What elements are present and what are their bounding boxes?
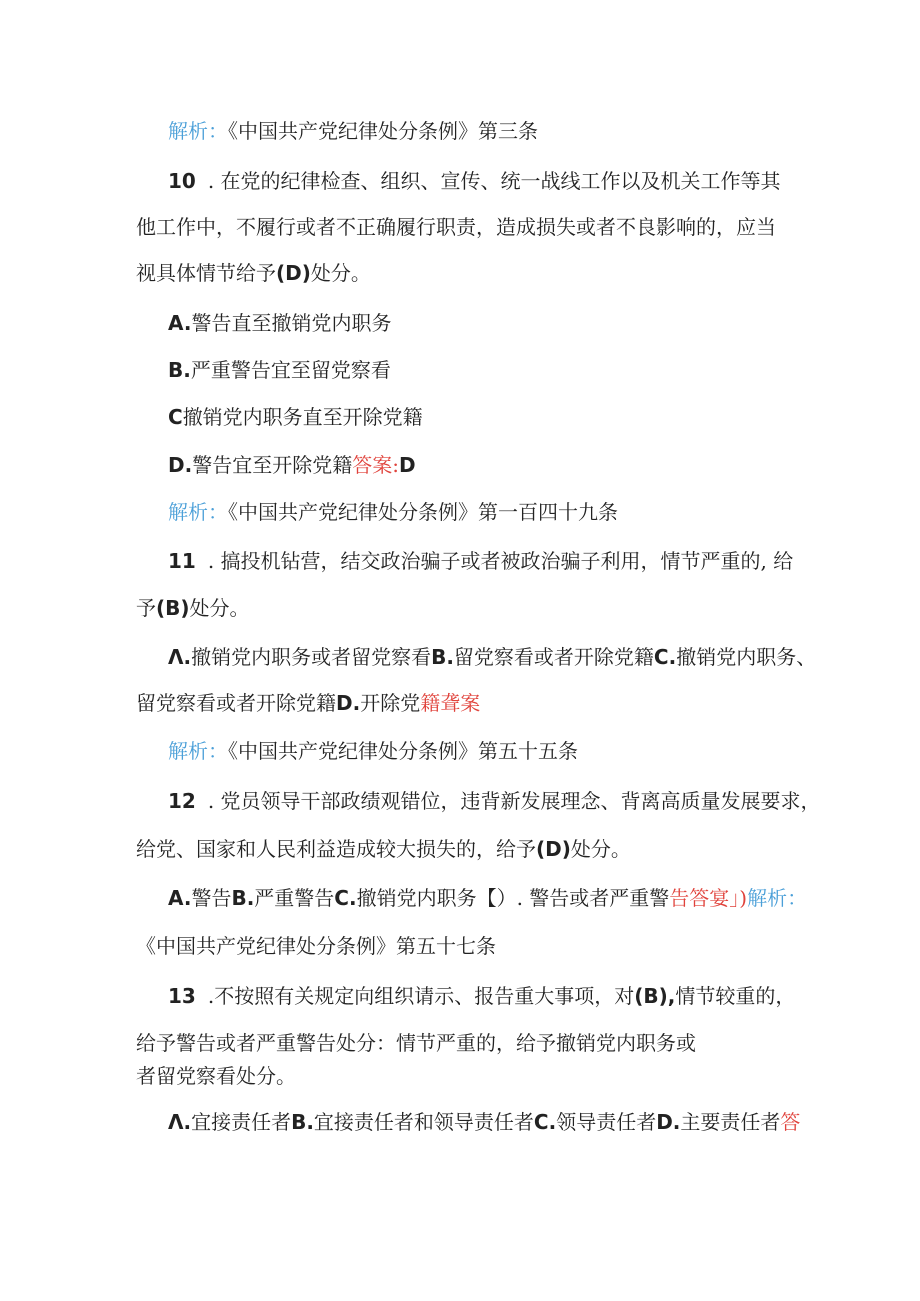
option-letter: B. xyxy=(231,886,255,910)
options-line xyxy=(168,644,816,670)
analysis-label: 解析： xyxy=(168,500,228,524)
question-text: 处分。 xyxy=(310,261,371,285)
question-text: 他工作中，不履行或者不正确履行职责，造成损失或者不良影响的，应当 xyxy=(136,215,776,239)
option-text: 警告直至撤销党内职务 xyxy=(191,311,392,335)
question-10-line-2 xyxy=(136,214,776,240)
option-text: 警告宜至开除党籍 xyxy=(192,453,353,477)
analysis-text: 《中国共产党纪律处分条例》第一百四十九条 xyxy=(228,500,618,524)
options-line-2 xyxy=(136,690,480,716)
question-text: 处分。 xyxy=(570,837,631,861)
option-letter: C. xyxy=(533,1110,557,1134)
option-text: 开除党 xyxy=(360,691,421,715)
question-text: . 党员领导干部政绩观错位，违背新发展理念、背离高质量发展要求， xyxy=(207,789,821,813)
analysis-text: 《中国共产党纪律处分条例》第五十七条 xyxy=(136,934,496,958)
answer-value: D xyxy=(398,453,416,477)
analysis-text: 《中国共产党纪律处分条例》第三条 xyxy=(228,119,538,143)
option-letter: D. xyxy=(656,1110,681,1134)
option-text: 留党察看或者开除党籍 xyxy=(453,645,654,669)
question-number: 12 xyxy=(168,789,196,813)
option-letter: C xyxy=(168,405,183,429)
option-letter: D. xyxy=(336,691,361,715)
analysis-label: 解析： xyxy=(168,739,228,763)
option-text: 撤销党内职务或者留党察看 xyxy=(191,645,432,669)
answer-label: 答案: xyxy=(352,453,399,477)
answer-placeholder: (B) xyxy=(156,596,190,620)
option-text: 严重警告 xyxy=(254,886,335,910)
question-text: 给予警告或者严重警告处分：情节严重的，给予撤销党内职务或 xyxy=(136,1031,696,1055)
question-11-line-1 xyxy=(168,548,793,574)
question-text: 视具体情节给予 xyxy=(136,261,276,285)
option-text: 领导责任者 xyxy=(556,1110,657,1134)
question-number: 13 xyxy=(168,984,196,1008)
option-letter: D. xyxy=(168,453,193,477)
option-text: 撤销党内职务直至开除党籍 xyxy=(182,405,423,429)
option-text: 主要责任者 xyxy=(680,1110,781,1134)
question-text: 情节较重的， xyxy=(675,984,796,1008)
analysis-line xyxy=(168,738,578,764)
options-line xyxy=(168,885,807,911)
answer-fragment: 告答宴」) xyxy=(669,886,748,910)
option-text: 撤销党内职务【）. 警告或者严重警 xyxy=(356,886,670,910)
option-letter: C. xyxy=(653,645,677,669)
question-number: 11 xyxy=(168,549,196,573)
question-12-line-1 xyxy=(168,788,821,814)
analysis-line xyxy=(168,118,538,144)
analysis-label: 解析： xyxy=(747,886,808,910)
question-10-line-3 xyxy=(136,260,371,286)
analysis-label: 解析： xyxy=(168,119,228,143)
option-text: 撤销党内职务、 xyxy=(676,645,817,669)
options-line xyxy=(168,1109,800,1135)
answer-placeholder: (B), xyxy=(634,984,676,1008)
question-11-line-2 xyxy=(136,595,250,621)
question-text: . 搞投机钻营，结交政治骗子或者被政治骗子利用，情节严重的, 给 xyxy=(207,549,794,573)
option-text: 宜接责任者和领导责任者 xyxy=(313,1110,534,1134)
question-13-line-3 xyxy=(136,1063,296,1089)
analysis-line xyxy=(168,499,618,525)
option-letter: A. xyxy=(168,311,192,335)
question-13-line-1 xyxy=(168,983,795,1009)
question-text: .不按照有关规定向组织请示、报告重大事项，对 xyxy=(207,984,635,1008)
question-text: 给党、国家和人民利益造成较大损失的，给予 xyxy=(136,837,536,861)
question-number: 10 xyxy=(168,169,196,193)
option-text: 留党察看或者开除党籍 xyxy=(136,691,336,715)
analysis-text: 《中国共产党纪律处分条例》第五十五条 xyxy=(228,739,578,763)
analysis-line xyxy=(136,933,496,959)
option-letter: A. xyxy=(168,886,192,910)
question-12-line-2 xyxy=(136,836,631,862)
answer-placeholder: (D) xyxy=(276,261,311,285)
answer-fragment: 籍聋案 xyxy=(420,691,481,715)
option-text: 警告 xyxy=(191,886,232,910)
question-10-line-1 xyxy=(168,168,781,194)
option-c xyxy=(168,404,423,430)
option-letter: C. xyxy=(334,886,357,910)
option-letter: Λ. xyxy=(168,1110,192,1134)
option-letter: B. xyxy=(431,645,454,669)
question-text: . 在党的纪律检查、组织、宣传、统一战线工作以及机关工作等其 xyxy=(207,169,781,193)
option-letter: B. xyxy=(168,358,191,382)
option-b xyxy=(168,357,391,383)
question-13-line-2 xyxy=(136,1030,696,1056)
question-text: 处分。 xyxy=(189,596,250,620)
option-text: 宜接责任者 xyxy=(191,1110,292,1134)
answer-fragment: 答 xyxy=(780,1110,801,1134)
question-text: 者留党察看处分。 xyxy=(136,1064,296,1088)
option-a xyxy=(168,310,391,336)
option-d xyxy=(168,452,416,478)
option-letter: Λ. xyxy=(168,645,192,669)
option-letter: B. xyxy=(291,1110,314,1134)
answer-placeholder: (D) xyxy=(536,837,571,861)
question-text: 予 xyxy=(136,596,156,620)
option-text: 严重警告宜至留党察看 xyxy=(190,358,391,382)
